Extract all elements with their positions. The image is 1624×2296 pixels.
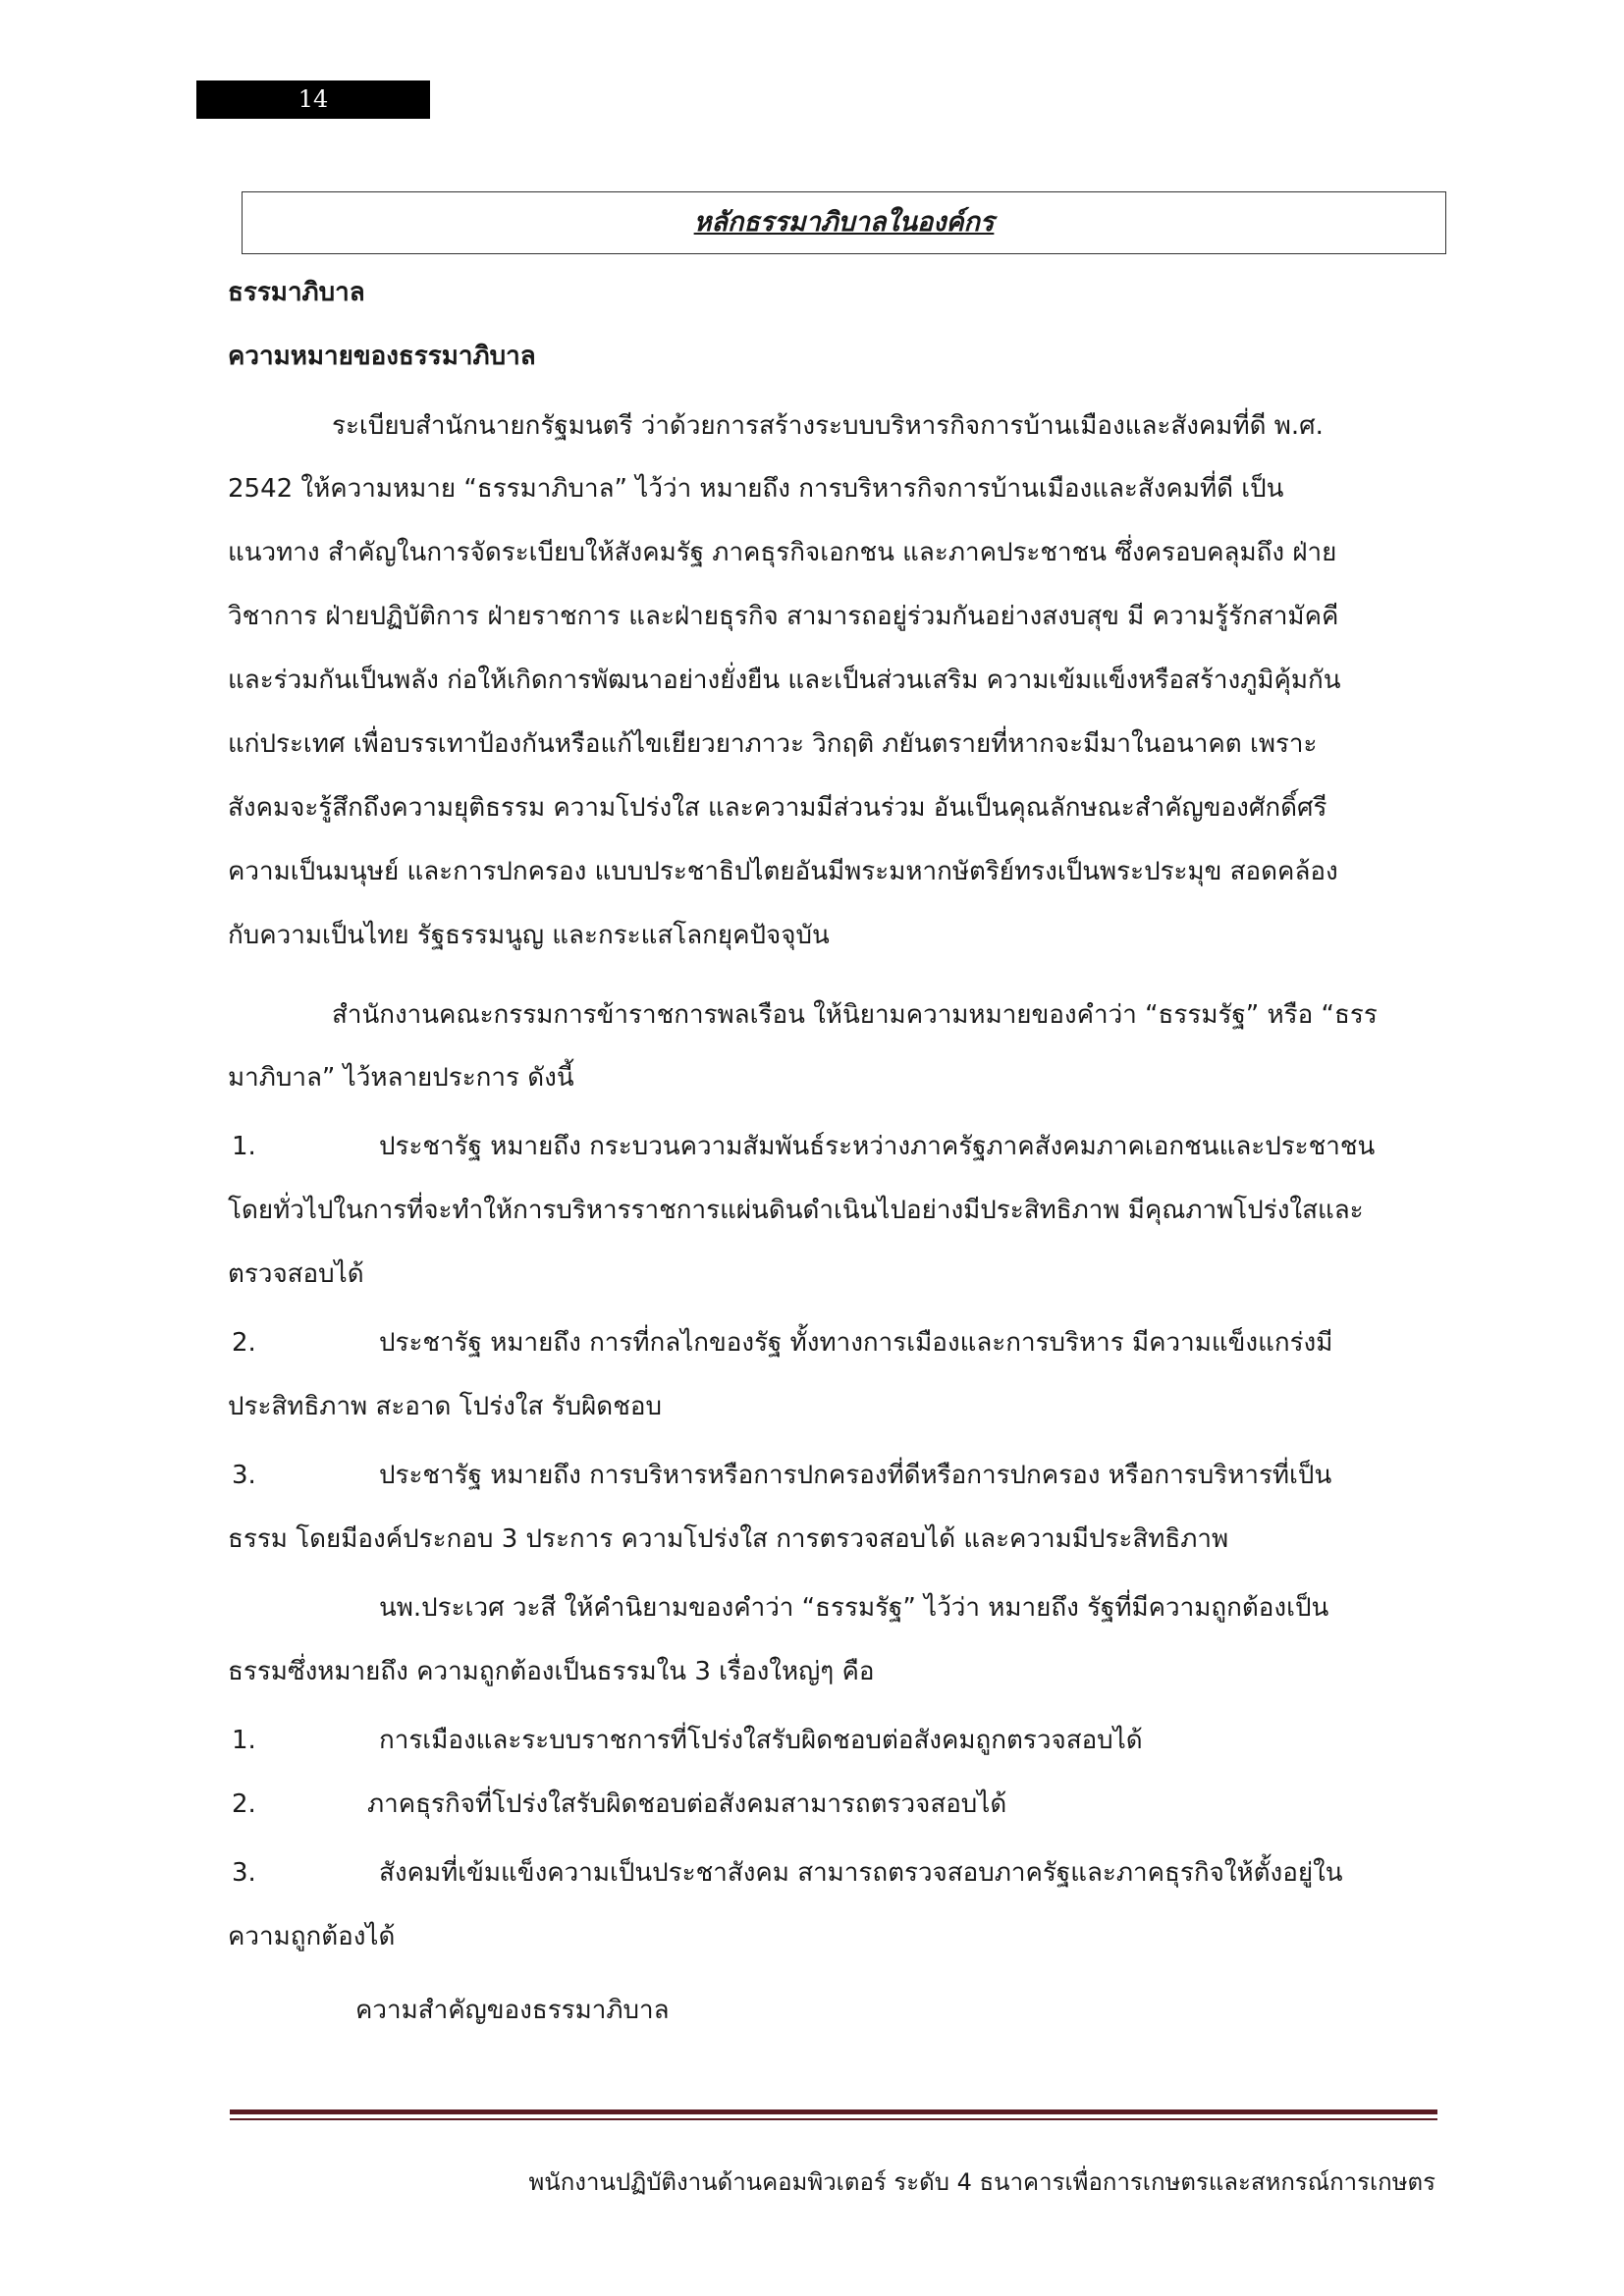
paragraph-line: และร่วมกันเป็นพลัง ก่อให้เกิดการพัฒนาอย่างยั่งยืน และเป็นส่วนเสริม ความเข้มแข็งหรือสร้างภูมิคุ้มกัน: [228, 666, 1341, 695]
paragraph-line: ธรรมซึ่งหมายถึง ความถูกต้องเป็นธรรมใน 3 เรื่องใหญ่ๆ คือ: [228, 1657, 875, 1686]
list-item-continuation: โดยทั่วไปในการที่จะทำให้การบริหารราชการแผ่นดินดำเนินไปอย่างมีประสิทธิภาพ มีคุณภาพโปร่งใสและ: [228, 1196, 1364, 1225]
paragraph-line: ความเป็นมนุษย์ และการปกครอง แบบประชาธิปไตยอันมีพระมหากษัตริย์ทรงเป็นพระประมุข สอดคล้อง: [228, 857, 1338, 886]
heading-importance: ความสำคัญของธรรมาภิบาล: [355, 1996, 670, 2025]
list-item-continuation: ความถูกต้องได้: [228, 1922, 396, 1951]
list-item: ประชารัฐ หมายถึง การบริหารหรือการปกครองที่ดีหรือการปกครอง หรือการบริหารที่เป็น: [379, 1461, 1332, 1490]
paragraph-line: กับความเป็นไทย รัฐธรรมนูญ และกระแสโลกยุคปัจจุบัน: [228, 921, 830, 950]
paragraph-line: สำนักงานคณะกรรมการข้าราชการพลเรือน ให้นิยามความหมายของคำว่า “ธรรมรัฐ” หรือ “ธรร: [332, 1000, 1378, 1030]
list-item: ประชารัฐ หมายถึง การที่กลไกของรัฐ ทั้งทางการเมืองและการบริหาร มีความแข็งแกร่งมี: [379, 1328, 1333, 1358]
page-number: 14: [196, 80, 430, 119]
paragraph-line: นพ.ประเวศ วะสี ให้คำนิยามของคำว่า “ธรรมรัฐ” ไว้ว่า หมายถึง รัฐที่มีความถูกต้องเป็น: [379, 1593, 1329, 1623]
paragraph-line: ระเบียบสำนักนายกรัฐมนตรี ว่าด้วยการสร้างระบบบริหารกิจการบ้านเมืองและสังคมที่ดี พ.ศ.: [332, 411, 1324, 441]
paragraph-line: แก่ประเทศ เพื่อบรรเทาป้องกันหรือแก้ไขเยียวยาภาวะ วิกฤติ ภยันตรายที่หากจะมีมาในอนาคต เพราะ: [228, 729, 1318, 759]
list-item: สังคมที่เข้มแข็งความเป็นประชาสังคม สามารถตรวจสอบภาครัฐและภาคธุรกิจให้ตั้งอยู่ใน: [379, 1858, 1343, 1888]
paragraph-line: มาภิบาล” ไว้หลายประการ ดังนี้: [228, 1063, 574, 1093]
list-number: 3.: [232, 1858, 256, 1888]
footer-divider-thin: [230, 2118, 1437, 2120]
list-number: 1.: [232, 1132, 256, 1161]
footer-divider: [230, 2109, 1437, 2114]
list-number: 3.: [232, 1461, 256, 1490]
list-item: การเมืองและระบบราชการที่โปร่งใสรับผิดชอบต่อสังคมถูกตรวจสอบได้: [379, 1726, 1143, 1755]
list-item-continuation: ธรรม โดยมีองค์ประกอบ 3 ประการ ความโปร่งใส การตรวจสอบได้ และความมีประสิทธิภาพ: [228, 1524, 1229, 1554]
paragraph-line: วิชาการ ฝ่ายปฏิบัติการ ฝ่ายราชการ และฝ่ายธุรกิจ สามารถอยู่ร่วมกันอย่างสงบสุข มี ความรู้รักสามัคคี: [228, 602, 1339, 631]
section-title: หลักธรรมาภิบาลในองค์กร: [242, 191, 1446, 254]
paragraph-line: 2542 ให้ความหมาย “ธรรมาภิบาล” ไว้ว่า หมายถึง การบริหารกิจการบ้านเมืองและสังคมที่ดี เป็น: [228, 474, 1284, 504]
list-item: ภาคธุรกิจที่โปร่งใสรับผิดชอบต่อสังคมสามารถตรวจสอบได้: [367, 1789, 1007, 1819]
list-number: 2.: [232, 1328, 256, 1358]
list-number: 1.: [232, 1726, 256, 1755]
list-item-continuation: ตรวจสอบได้: [228, 1259, 364, 1289]
paragraph-line: สังคมจะรู้สึกถึงความยุติธรรม ความโปร่งใส และความมีส่วนร่วม อันเป็นคุณลักษณะสำคัญของศักดิ์ศรี: [228, 793, 1327, 823]
list-item: ประชารัฐ หมายถึง กระบวนความสัมพันธ์ระหว่างภาครัฐภาคสังคมภาคเอกชนและประชาชน: [379, 1132, 1376, 1161]
list-item-continuation: ประสิทธิภาพ สะอาด โปร่งใส รับผิดชอบ: [228, 1392, 662, 1421]
heading-meaning: ความหมายของธรรมาภิบาล: [228, 342, 536, 371]
list-number: 2.: [232, 1789, 256, 1819]
heading-governance: ธรรมาภิบาล: [228, 278, 365, 307]
paragraph-line: แนวทาง สำคัญในการจัดระเบียบให้สังคมรัฐ ภาคธุรกิจเอกชน และภาคประชาชน ซึ่งครอบคลุมถึง ฝ่าย: [228, 538, 1337, 567]
footer-text: พนักงานปฏิบัติงานด้านคอมพิวเตอร์ ระดับ 4 ธนาคารเพื่อการเกษตรและสหกรณ์การเกษตร: [528, 2168, 1435, 2196]
